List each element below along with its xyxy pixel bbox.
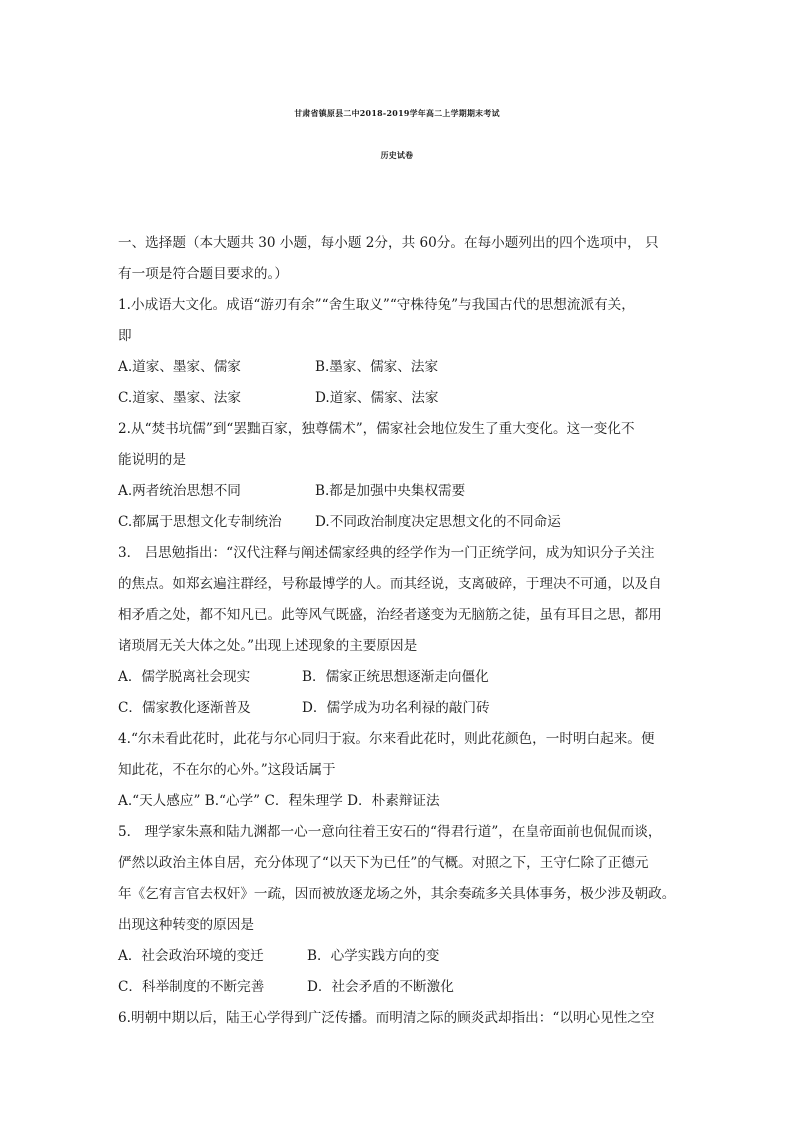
- question-3-option-c: C．儒家教化逐渐普及: [118, 700, 251, 716]
- question-2-option-c: C.都属于思想文化专制统治: [118, 514, 282, 530]
- question-5-option-c: C．科举制度的不断完善: [118, 979, 265, 995]
- question-3-option-a: A．儒学脱离社会现实: [118, 669, 251, 685]
- question-3-stem-line-2: 的焦点。如郑玄遍注群经，号称最博学的人。而其经说，支离破碎，于理决不可通，以及自: [118, 576, 662, 592]
- question-1-option-c: C.道家、墨家、法家: [118, 390, 241, 406]
- question-5-option-a: A．社会政治环境的变迁: [118, 948, 264, 964]
- question-3-option-b: B．儒家正统思想逐渐走向僵化: [302, 669, 489, 685]
- question-1-option-b: B.墨家、儒家、法家: [315, 359, 439, 375]
- question-2-option-d: D.不同政治制度决定思想文化的不同命运: [315, 514, 561, 530]
- question-5-stem-line-2: 俨然以政治主体自居，充分体现了“以天下为已任”的气概。对照之下，王守仁除了正德元: [118, 855, 649, 871]
- section-heading-line-2: 有一项是符合题目要求的。）: [118, 266, 288, 282]
- section-heading-line-1: 一、选择题（本大题共 30 小题，每小题 2分，共 60分。在每小题列出的四个选项中， 只: [118, 235, 659, 251]
- question-6-stem-line-1: 6.明朝中期以后，陆王心学得到广泛传播。而明清之际的顾炎武却指出：“以明心见性之空: [118, 1010, 655, 1026]
- question-4-stem-line-2: 知此花，不在尔的心外。”这段话属于: [118, 762, 336, 778]
- question-3-stem-line-4: 诸琐屑无关大体之处。”出现上述现象的主要原因是: [118, 638, 418, 654]
- question-5-option-b: B．心学实践方向的变: [307, 948, 440, 964]
- question-3-stem-line-1: 3． 吕思勉指出：“汉代注释与阐述儒家经典的经学作为一门正统学问，成为知识分子关注: [118, 545, 655, 561]
- question-1-option-a: A.道家、墨家、儒家: [118, 359, 241, 375]
- exam-title: 甘肃省镇原县二中2018-2019学年高二上学期期末考试: [294, 109, 500, 118]
- question-1-stem-line-1: 1.小成语大文化。成语“游刃有余”“舍生取义”“守株待兔”与我国古代的思想流派有关，: [118, 297, 635, 313]
- question-5-stem-line-1: 5． 理学家朱熹和陆九渊都一心一意向往着王安石的“得君行道”，在皇帝面前也侃侃而谈，: [118, 824, 662, 840]
- question-4-stem-line-1: 4.“尔未看此花时，此花与尔心同归于寂。尔来看此花时，则此花颜色，一时明白起来。便: [118, 731, 655, 747]
- question-3-stem-line-3: 相矛盾之处，都不知凡已。此等风气既盛，治经者遂变为无脑筋之徒，虽有耳目之思，都用: [118, 607, 662, 623]
- question-1-stem-line-2: 即: [118, 328, 132, 344]
- question-2-option-b: B.都是加强中央集权需要: [315, 483, 466, 499]
- question-2-option-a: A.两者统治思想不同: [118, 483, 241, 499]
- question-3-option-d: D．儒学成为功名利禄的敲门砖: [302, 700, 490, 716]
- question-5-stem-line-4: 出现这种转变的原因是: [118, 917, 254, 933]
- question-1-option-d: D.道家、儒家、法家: [315, 390, 439, 406]
- question-5-stem-line-3: 年《乞宥言官去权奸》一疏，因而被放逐龙场之外，其余奏疏多关具体事务，极少涉及朝政。: [118, 886, 676, 902]
- question-4-options: A.“天人感应” B.“心学” C．程朱理学 D．朴素辩证法: [118, 793, 440, 809]
- question-2-stem-line-1: 2.从“焚书坑儒”到“罢黜百家，独尊儒术”，儒家社会地位发生了重大变化。这一变化不: [118, 421, 635, 437]
- exam-subtitle: 历史试卷: [380, 151, 414, 160]
- question-2-stem-line-2: 能说明的是: [118, 452, 186, 468]
- question-5-option-d: D．社会矛盾的不断激化: [307, 979, 454, 995]
